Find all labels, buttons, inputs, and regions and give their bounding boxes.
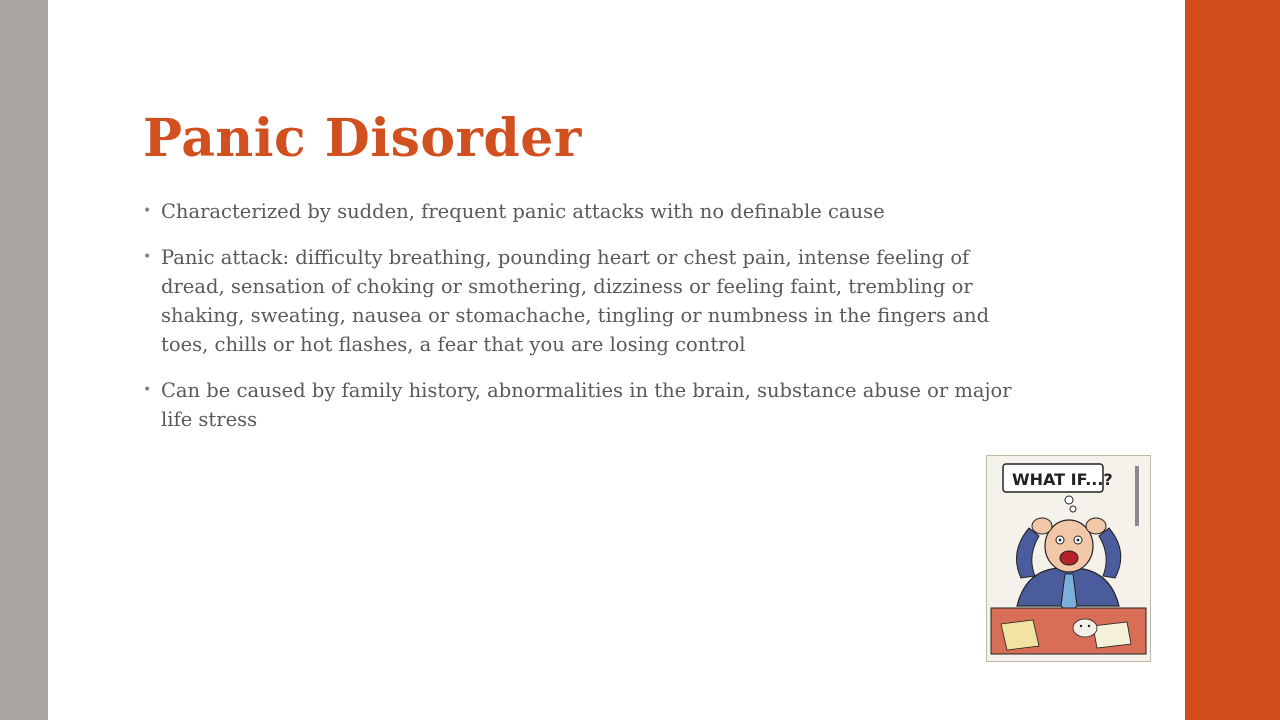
slide-title: Panic Disorder [143,108,582,169]
bullet-text: Can be caused by family history, abnormalities in the brain, substance abuse or major life stress [161,379,1012,431]
bullet-text: Characterized by sudden, frequent panic attacks with no definable cause [161,200,885,223]
left-accent-bar [0,0,48,720]
bullet-icon: • [143,382,152,398]
speech-bubble-text: WHAT IF...? [1012,470,1113,489]
bullet-text: Panic attack: difficulty breathing, pounding heart or chest pain, intense feeling of dread, sensation of choking or smothering, dizziness or feeling faint, trembling or shaking, sweating, nausea or stomachache, tingling or numbness in the fingers and toes, chills or hot flashes, a fear that you are losing control [161,246,990,356]
bullet-icon: • [143,203,152,219]
bullet-list [143,197,1023,451]
bullet-icon: • [143,249,152,265]
right-accent-bar [1185,0,1280,720]
panic-cartoon-image [986,455,1151,662]
bullet-item [143,197,1023,226]
bullet-item [143,243,1023,359]
bullet-item [143,376,1023,434]
panicked-man-cartoon-icon [987,456,1150,661]
